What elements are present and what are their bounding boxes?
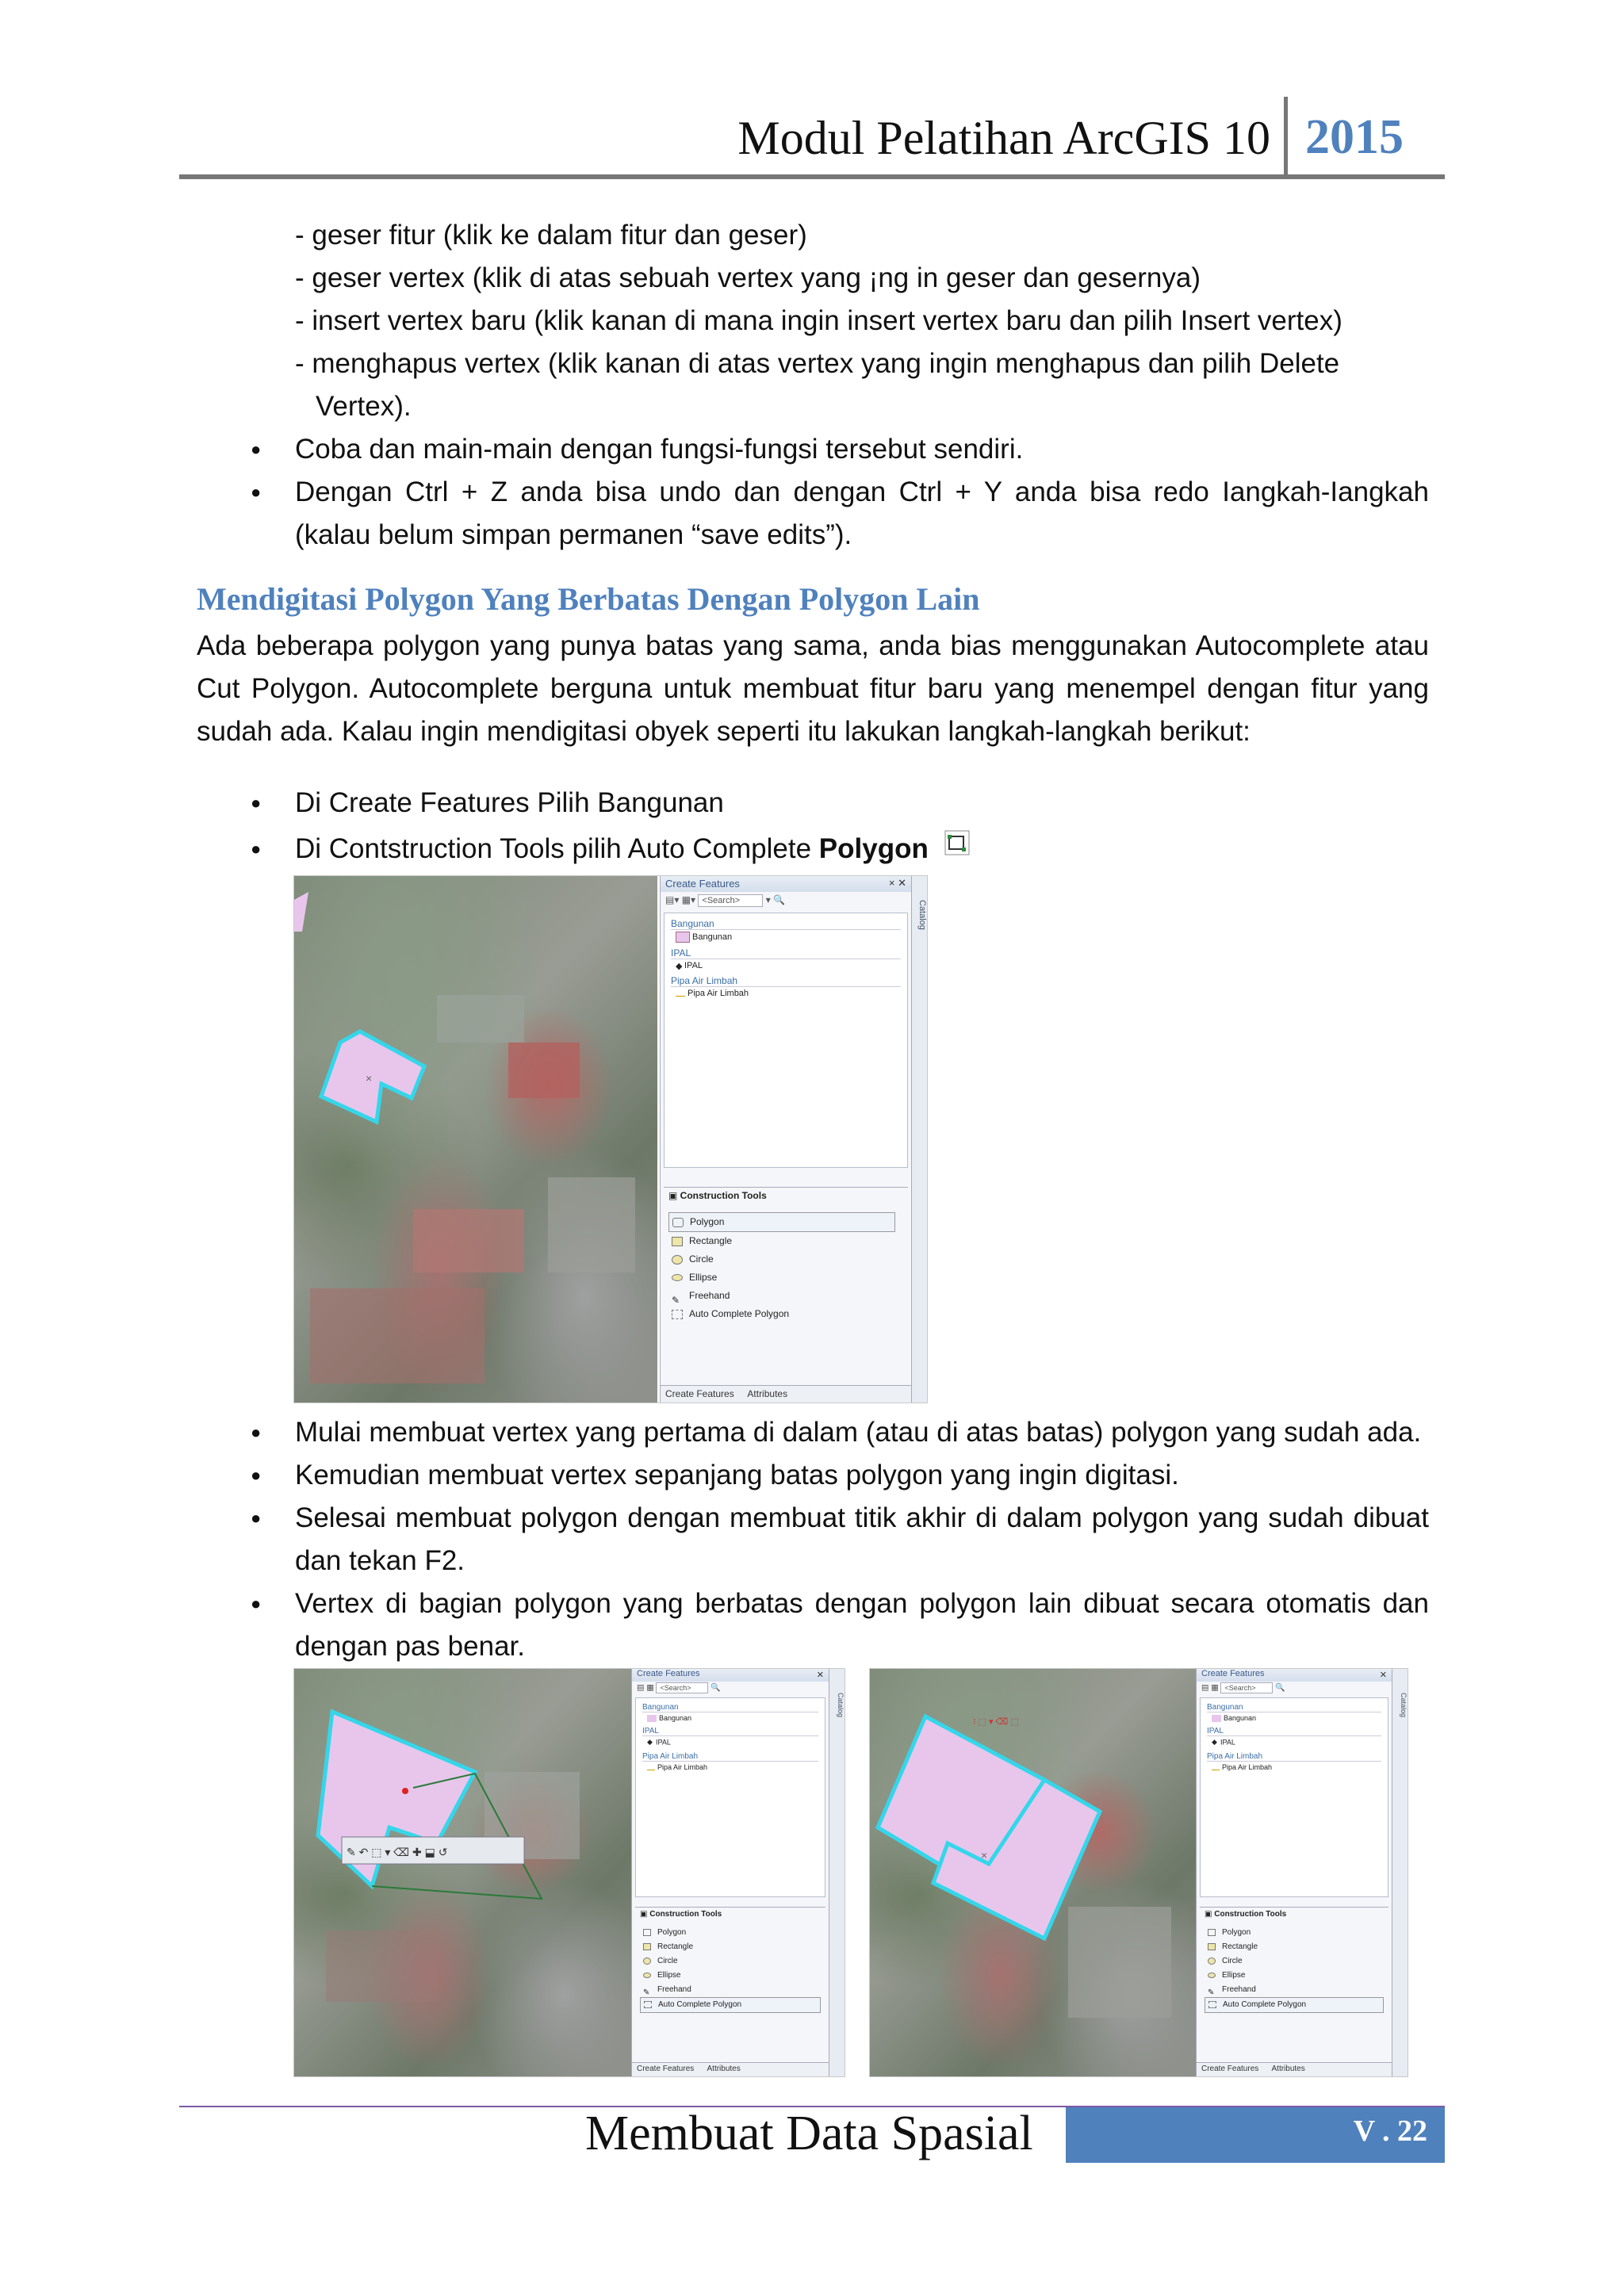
construction-tools-header: ▣ Construction Tools <box>1200 1907 1388 1921</box>
step-item: ● Selesai membuat polygon dengan membuat titik akhir di dalam polygon yang sudah dibuat dan tekan F2. <box>295 1497 1429 1582</box>
sub-item: - geser fitur (klik ke dalam fitur dan geser) <box>295 220 807 251</box>
tab-attributes[interactable]: Attributes <box>1271 2064 1305 2073</box>
bullet-item: ● Dengan Ctrl + Z anda bisa undo dan dengan Ctrl + Y anda bisa redo Iangkah-Iangkah (kalau belum simpan permanen “save edits”). <box>295 471 1429 557</box>
svg-text:✎ ↶ ⬚ ▾ ⌫ ✚ ⬓ ↺: ✎ ↶ ⬚ ▾ ⌫ ✚ ⬓ ↺ <box>347 1846 448 1858</box>
search-icon[interactable]: 🔍 <box>710 1683 721 1693</box>
panel-toolbar <box>661 892 927 909</box>
step-item: ● Vertex di bagian polygon yang berbatas dengan polygon lain dibuat secara otomatis dan dengan pas benar. <box>295 1582 1429 1668</box>
aerial-map <box>870 1669 1197 2076</box>
template-item[interactable]: ◆ IPAL <box>647 1738 671 1747</box>
step-item: ● Di Create Features Pilih Bangunan <box>295 782 1429 825</box>
group-bangunan: Bangunan <box>671 918 901 930</box>
search-input[interactable]: <Search> <box>1220 1682 1273 1693</box>
group-pipa: Pipa Air Limbah <box>642 1752 818 1762</box>
tool-ellipse[interactable]: Ellipse <box>668 1269 895 1287</box>
tool-rectangle[interactable]: Rectangle <box>640 1940 821 1954</box>
tool-circle[interactable]: Circle <box>640 1954 821 1969</box>
panel-toolbar <box>632 1682 845 1696</box>
template-item[interactable]: Pipa Air Limbah <box>1212 1763 1377 1771</box>
tool-circle[interactable]: Circle <box>668 1250 895 1269</box>
aerial-map <box>294 1669 632 2076</box>
tool-ellipse[interactable]: Ellipse <box>1205 1969 1384 1983</box>
sub-item: - menghapus vertex (klik kanan di atas vertex yang ingin menghapus dan pilih Delete <box>295 348 1340 379</box>
group-ipal: IPAL <box>671 947 901 959</box>
close-icon[interactable]: ✕ <box>1379 1670 1387 1680</box>
search-input[interactable]: <Search> <box>698 894 763 907</box>
header-year: 2015 <box>1305 110 1404 164</box>
bullet-item: ● Coba dan main-main dengan fungsi-fungsi tersebut sendiri. <box>295 428 1429 471</box>
template-list <box>635 1697 825 1897</box>
catalog-tab[interactable]: Catalog <box>911 876 927 1402</box>
sub-item: - insert vertex baru (klik kanan di mana ingin insert vertex baru dan pilih Insert vertex) <box>295 305 1342 336</box>
panel-title-bar <box>632 1669 829 1682</box>
panel-title: Create Features <box>665 878 740 890</box>
tool-freehand[interactable]: ✎ Freehand <box>643 1985 691 1997</box>
tab-create-features[interactable]: Create Features <box>665 1388 734 1399</box>
tab-create-features[interactable]: Create Features <box>637 2064 695 2073</box>
organize-icon[interactable]: ▤ ▦ <box>1201 1683 1219 1693</box>
tool-rectangle[interactable]: Rectangle <box>1205 1940 1384 1954</box>
template-item[interactable]: Pipa Air Limbah <box>676 989 896 998</box>
group-ipal: IPAL <box>642 1727 818 1736</box>
template-item[interactable]: Pipa Air Limbah <box>647 1763 814 1771</box>
search-icon[interactable]: 🔍 <box>1275 1683 1285 1693</box>
section-paragraph: Ada beberapa polygon yang punya batas yang sama, anda bias menggunakan Autocomplete atau Cut Polygon. Autocomplete berguna untuk membuat fitur baru yang menempel dengan fitur yang sudah ada. Kalau ingin mendigitasi obyek seperti itu lakukan langkah-langkah berikut: <box>197 630 1429 747</box>
construction-tools-list <box>668 1212 895 1323</box>
template-item[interactable]: Bangunan <box>1212 1714 1377 1722</box>
page-header <box>179 95 1445 178</box>
header-rule <box>179 174 1445 179</box>
svg-text:⁝ ⬚ ▾ ⌫ ⬚: ⁝ ⬚ ▾ ⌫ ⬚ <box>973 1717 1019 1727</box>
tool-auto-complete-polygon[interactable]: Auto Complete Polygon <box>1205 1997 1384 2013</box>
tool-ellipse[interactable]: Ellipse <box>640 1969 821 1983</box>
panel-toolbar <box>1197 1682 1408 1696</box>
step-item: ● Mulai membuat vertex yang pertama di dalam (atau di atas batas) polygon yang sudah ada. <box>295 1411 1429 1454</box>
panel-tabs <box>1197 2062 1392 2076</box>
tool-auto-complete-polygon[interactable]: Auto Complete Polygon <box>640 1997 821 2013</box>
tab-attributes[interactable]: Attributes <box>707 2064 741 2073</box>
svg-text:×: × <box>981 1849 988 1862</box>
panel-tabs <box>661 1385 911 1402</box>
arcgis-screenshot-1 <box>293 875 928 1403</box>
panel-title-bar <box>661 876 911 892</box>
template-list <box>664 913 908 1168</box>
arcgis-screenshot-2 <box>293 1668 845 2077</box>
auto-complete-polygon-icon <box>944 829 971 856</box>
create-features-panel <box>631 1669 845 2076</box>
panel-title: Create Features <box>637 1669 700 1678</box>
sub-item: Vertex). <box>316 391 412 422</box>
panel-title-bar <box>1197 1669 1392 1682</box>
construction-tools-list <box>1205 1926 1384 2013</box>
catalog-tab[interactable]: Catalog <box>829 1669 845 2076</box>
tool-auto-complete-polygon[interactable]: Auto Complete Polygon <box>668 1305 895 1323</box>
panel-title: Create Features <box>1201 1669 1265 1678</box>
create-features-panel <box>660 876 927 1402</box>
group-pipa: Pipa Air Limbah <box>1207 1752 1381 1762</box>
create-features-panel <box>1196 1669 1408 2076</box>
construction-tools-header: ▣ Construction Tools <box>635 1907 825 1921</box>
tool-polygon[interactable]: Polygon <box>640 1926 821 1940</box>
tab-attributes[interactable]: Attributes <box>747 1388 788 1399</box>
search-input[interactable]: <Search> <box>656 1682 708 1693</box>
tool-freehand[interactable]: ✎ Freehand <box>1208 1985 1256 1997</box>
panel-tabs <box>632 2062 829 2076</box>
tool-polygon[interactable]: Polygon <box>1205 1926 1384 1940</box>
step-bold: Polygon <box>818 833 929 864</box>
section-heading: Mendigitasi Polygon Yang Berbatas Dengan Polygon Lain <box>197 581 980 617</box>
sub-item: - geser vertex (klik di atas sebuah vertex yang ¡ng in geser dan gesernya) <box>295 262 1201 293</box>
construction-tools-list <box>640 1926 821 2013</box>
template-item[interactable]: ◆ IPAL <box>1212 1738 1235 1747</box>
svg-text:×: × <box>366 1072 373 1085</box>
header-title: Modul Pelatihan ArcGIS 10 <box>737 112 1270 164</box>
close-icon[interactable]: × ✕ <box>888 877 906 889</box>
step-item <box>295 828 929 871</box>
organize-icon[interactable]: ▤▾ ▦▾ <box>665 894 696 906</box>
footer-title: Membuat Data Spasial <box>585 2107 1033 2160</box>
arcgis-screenshot-3 <box>869 1668 1408 2077</box>
tool-polygon[interactable]: Polygon <box>668 1212 895 1232</box>
tool-rectangle[interactable]: Rectangle <box>668 1232 895 1250</box>
group-bangunan: Bangunan <box>1207 1703 1381 1712</box>
page-number: V . 22 <box>1353 2114 1427 2148</box>
group-bangunan: Bangunan <box>642 1703 818 1712</box>
template-list <box>1200 1697 1388 1897</box>
tool-freehand[interactable]: ✎ Freehand <box>672 1290 730 1306</box>
group-ipal: IPAL <box>1207 1727 1381 1736</box>
tab-create-features[interactable]: Create Features <box>1201 2064 1259 2073</box>
tool-circle[interactable]: Circle <box>1205 1954 1384 1969</box>
step-text: Di Contstruction Tools pilih Auto Complete <box>295 833 819 864</box>
catalog-tab[interactable]: Catalog <box>1392 1669 1408 2076</box>
organize-icon[interactable]: ▤ ▦ <box>637 1683 654 1693</box>
close-icon[interactable]: ✕ <box>816 1670 824 1680</box>
aerial-map <box>294 876 657 1402</box>
template-item[interactable]: ◆ IPAL <box>676 961 703 972</box>
template-item[interactable]: Bangunan <box>647 1714 814 1722</box>
construction-tools-header: ▣ Construction Tools <box>664 1187 908 1204</box>
search-icon[interactable]: ▾ 🔍 <box>765 894 786 906</box>
group-pipa: Pipa Air Limbah <box>671 975 901 987</box>
header-separator <box>1284 97 1288 176</box>
step-item: ● Kemudian membuat vertex sepanjang batas polygon yang ingin digitasi. <box>295 1454 1429 1497</box>
template-item[interactable]: Bangunan <box>676 932 896 943</box>
footer-page-box <box>1066 2107 1445 2163</box>
